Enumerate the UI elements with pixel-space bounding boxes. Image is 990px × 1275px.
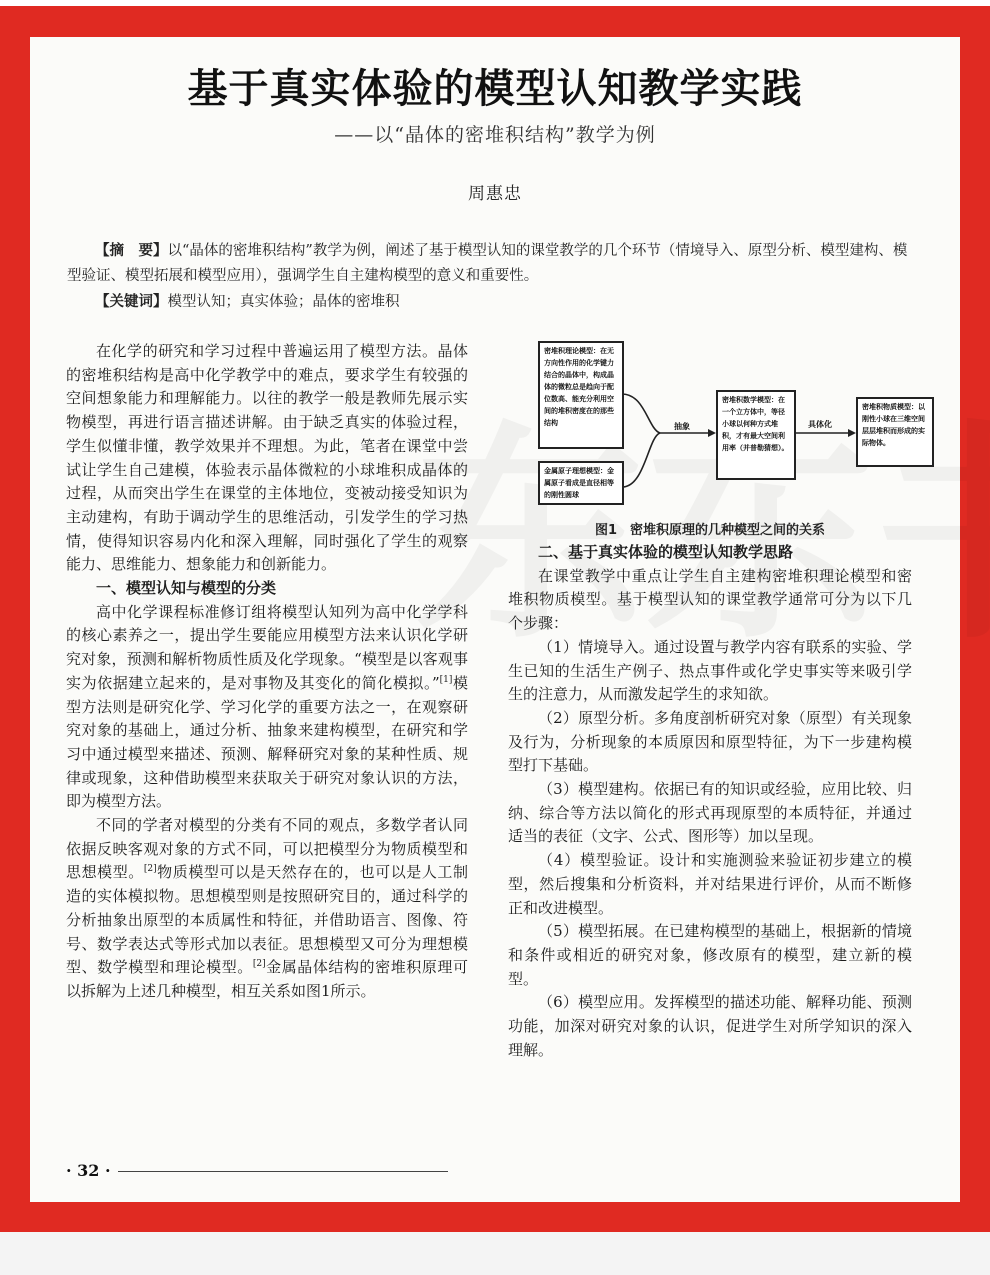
concretization-label: 具体化 (808, 420, 832, 429)
abstract (67, 238, 909, 289)
abstraction-label: 抽象 (674, 422, 690, 431)
paragraph-text: 金属晶体结构的密堆积原理可以拆解为上述几种模型，相互关系如图1所示。 (66, 958, 468, 1000)
steps-intro-paragraph: 在课堂教学中重点让学生自主建构密堆积理论模型和密堆积物质模型。基于模型认知的课堂教学通常可分为以下几个步骤： (508, 566, 912, 633)
ideal-model-box: 金属原子理想模型：金属原子看成是直径相等的刚性圆球 (538, 461, 624, 505)
paragraph-text: 不同的学者对模型的分类有不同的观点，多数学者认同依据反映客观对象的方式不同，可以把模型分为物质模型和思想模型。 (66, 816, 468, 882)
reference-marker: [1] (439, 674, 453, 685)
paragraph-model-classification (66, 814, 468, 1004)
section-heading-1: 一、模型认知与模型的分类 (96, 579, 277, 598)
step-1-paragraph: （1）情境导入。通过设置与教学内容有联系的实验、学生已知的生活生产例子、热点事件或化学史事实等来吸引学生的注意力，从而激发起学生的求知欲。 (508, 637, 912, 704)
figure-1-diagram (510, 337, 925, 537)
abstract-text: 以“晶体的密堆积结构”教学为例，阐述了基于模型认知的课堂教学的几个环节（情境导入、原型分析、模型建构、模型验证、模型拓展和模型应用），强调学生自主建构模型的意义和重要性。 (67, 243, 908, 284)
paragraph-model-cognition (66, 601, 468, 814)
top-frame-band (0, 0, 990, 6)
abstract-label: 【摘 要】 (95, 242, 168, 259)
step-5-paragraph: （5）模型拓展。在已建构模型的基础上，根据新的情境和条件或相近的研究对象，修改原有的模型，建立新的模型。 (508, 922, 912, 988)
left-column (66, 340, 468, 1004)
paragraph-text: 模型方法则是研究化学、学习化学的重要方法之一，在观察研究对象的基础上，通过分析、抽象来建构模型，在研究和学习中通过模型来描述、预测、解释研究对象的某种性质、规律或现象，这种借助模型来获取关于研究对象认识的方法，即为模型方法。 (66, 673, 468, 811)
step-3-paragraph: （3）模型建构。依据已有的知识或经验，应用比较、归纳、综合等方法以简化的形式再现原型的本质特征，并通过适当的表征（文字、公式、图形等）加以呈现。 (508, 780, 912, 846)
reference-marker: [2] (143, 864, 157, 875)
right-column (508, 541, 912, 1062)
bottom-strip (0, 1232, 990, 1275)
author-name: 周惠忠 (468, 184, 522, 204)
paragraph-text: 高中化学课程标准修订组将模型认知列为高中化学学科的核心素养之一，提出学生要能应用模型方法来认识化学研究对象，预测和解析物质性质及化学现象。“模型是以客观事实为依据建立起来的，是对事物及其变化的简化模拟。” (66, 602, 468, 692)
physical-model-box: 密堆积物质模型：以刚性小球在三维空间层层堆积而形成的实际物体。 (856, 397, 934, 467)
page-number: · 32 · (66, 1161, 111, 1180)
journal-page (30, 37, 960, 1202)
step-6-paragraph: （6）模型应用。发挥模型的描述功能、解释功能、预测功能，加深对研究对象的认识，促进学生对所学知识的深入理解。 (508, 993, 912, 1059)
article-subtitle: ——以“晶体的密堆积结构”教学为例 (334, 124, 656, 146)
step-2-paragraph: （2）原型分析。多角度剖析研究对象（原型）有关现象及行为，分析现象的本质原因和原型特征，为下一步建构模型打下基础。 (508, 708, 912, 775)
keywords-text: 模型认知；真实体验；晶体的密堆积 (167, 294, 400, 310)
theory-model-box: 密堆积理论模型：在无方向性作用的化学键力结合的晶体中，构成晶体的微粒总是趋向于配位数高、能充分利用空间的堆积密度在的那些结构 (538, 341, 624, 449)
section-heading-2: 二、基于真实体验的模型认知教学思路 (538, 543, 794, 561)
intro-paragraph: 在化学的研究和学习过程中普遍运用了模型方法。晶体的密堆积结构是高中化学教学中的难点，要求学生有较强的空间想象能力和理解能力。以往的教学一般是教师先展示实物模型，再进行语言描述讲解。由于缺乏真实的体验过程，学生似懂非懂，教学效果并不理想。为此，笔者在课堂中尝试让学生自己建模，体验表示晶体微粒的小球堆积成晶体的过程，从而突出学生在课堂的主体地位，变被动接受知识为主动建构，有助于调动学生的思维活动，引发学生的学习热情，使得知识容易内化和深入理解，同时强化了学生的观察能力、思维能力、想象能力和创新能力。 (66, 342, 468, 574)
article-title: 基于真实体验的模型认知教学实践 (187, 65, 803, 112)
figure-caption: 图1 密堆积原理的几种模型之间的关系 (594, 523, 826, 538)
keywords-label: 【关键词】 (95, 293, 168, 310)
footer-rule (118, 1171, 448, 1172)
step-4-paragraph: （4）模型验证。设计和实施测验来验证初步建立的模型，然后搜集和分析资料，并对结果进行评价，从而不断修正和改进模型。 (508, 851, 912, 917)
math-model-box: 密堆积数学模型：在一个立方体中，等径小球以何种方式堆积，才有最大空间利用率（并普勒猜想）。 (716, 390, 796, 480)
keywords (95, 289, 915, 315)
paragraph-text: 物质模型可以是天然存在的，也可以是人工制造的实体模拟物。思想模型则是按照研究目的，通过科学的分析抽象出原型的本质属性和特征，并借助语言、图像、符号、数学表达式等形式加以表征。思想模型又可分为理想模型、数学模型和理论模型。 (66, 863, 468, 977)
reference-marker: [2] (252, 959, 266, 970)
